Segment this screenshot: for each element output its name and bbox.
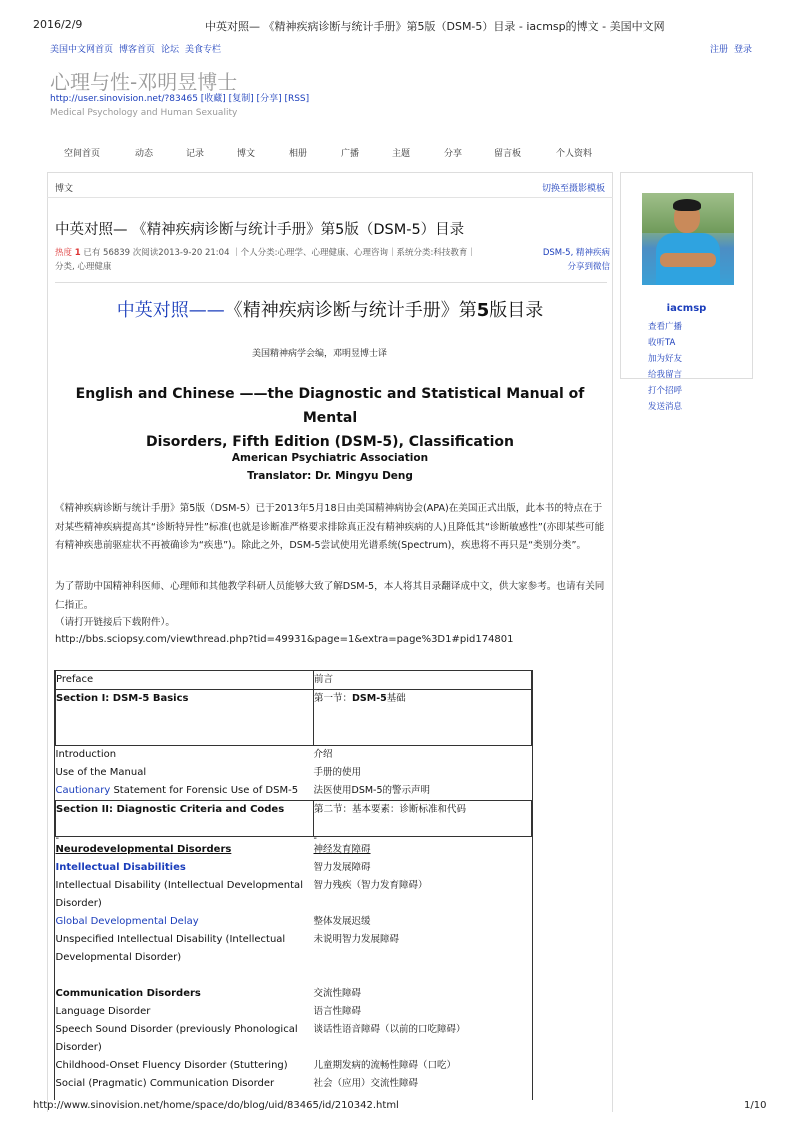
translator-cn: 美国精神病学会编，邓明昱博士译: [252, 349, 388, 359]
heading-part-d: 版目录: [489, 300, 544, 321]
table-row: [56, 931, 532, 967]
toc-en: Neurodevelopmental Disorders: [55, 844, 232, 855]
toc-cn: 第二节：基本要素：诊断标准和代码: [314, 801, 532, 837]
table-row: [56, 1021, 532, 1057]
nav-guestbook[interactable]: 留言板: [494, 149, 522, 159]
print-title: 中英对照— 《精神疾病诊断与统计手册》第5版（DSM-5）目录 - iacmsp的博文 - 美国中文网: [205, 20, 665, 33]
toc-en: Use of the Manual: [55, 767, 147, 778]
toc-en: -: [55, 833, 60, 844]
heading-part-b: 《精神疾病诊断与统计手册》第: [224, 300, 477, 321]
table-row: [56, 859, 532, 877]
toc-cn: 前言: [314, 671, 532, 690]
breadcrumb[interactable]: 博文: [55, 184, 74, 194]
toc-cn: [314, 967, 532, 985]
username[interactable]: iacmsp: [666, 303, 707, 314]
chinese-heading: [0, 296, 660, 322]
blog-url-line[interactable]: http://user.sinovision.net/?83465 [收藏] [复制] [分享] [RSS]: [50, 94, 310, 104]
add-friend-link[interactable]: 加为好友: [648, 354, 683, 364]
meta-line-2: 分类, 心理健康: [55, 262, 112, 272]
follow-link[interactable]: 收听TA: [648, 338, 676, 348]
toc-en: Intellectual Disabilities: [55, 862, 186, 873]
top-link-home[interactable]: 美国中文网首页: [50, 45, 114, 55]
author-block: [50, 449, 610, 485]
switch-template-link[interactable]: 切换至摄影模板: [542, 184, 606, 194]
hot-label: 热度: [55, 248, 73, 258]
divider: [47, 197, 613, 198]
page-number: 1/10: [744, 1100, 767, 1111]
toc-en: [56, 967, 314, 985]
table-row: [56, 985, 532, 1003]
nav-activity[interactable]: 动态: [135, 149, 154, 159]
purpose-paragraph: 为了帮助中国精神科医师、心理师和其他教学科研人员能够大致了解DSM-5，本人将其目录翻译成中文，供大家参考。也请有关同仁指正。: [55, 581, 605, 611]
nav-topics[interactable]: 主题: [392, 149, 411, 159]
toc-en-part: Statement for Forensic Use of DSM-5: [110, 785, 299, 796]
nav-records[interactable]: 记录: [186, 149, 205, 159]
view-broadcast-link[interactable]: 查看广播: [648, 322, 683, 332]
toc-table: [55, 670, 532, 1093]
login-link[interactable]: 登录: [733, 45, 752, 55]
table-row: [56, 746, 532, 765]
leave-message-link[interactable]: 给我留言: [648, 370, 683, 380]
nav-album[interactable]: 相册: [289, 149, 308, 159]
toc-cn: -: [313, 833, 317, 844]
top-link-blog-home[interactable]: 博客首页: [119, 45, 156, 55]
print-date: 2016/2/9: [33, 18, 83, 31]
table-row: [56, 801, 532, 837]
nav-broadcast[interactable]: 广播: [341, 149, 360, 159]
meta-line-1: 已有 56839 次阅读2013-9-20 21:04 ｜个人分类:心理学、心理健康、心理咨询｜系统分类:科技教育｜: [83, 248, 476, 258]
toc-cn: 智力发展障碍: [313, 862, 371, 873]
table-row: [56, 690, 532, 746]
toc-cn: 手册的使用: [313, 767, 362, 778]
table-row: [56, 913, 532, 931]
nav-blog[interactable]: 博文: [237, 149, 256, 159]
english-heading-line-1: English and Chinese ——the Diagnostic and Statistical Manual of Mental: [75, 386, 585, 426]
table-row: [56, 1075, 532, 1093]
toc-en: Childhood-Onset Fluency Disorder (Stuttering): [55, 1060, 288, 1071]
top-nav: [50, 42, 752, 55]
toc-en: Preface: [56, 671, 314, 690]
toc-en: Global Developmental Delay: [55, 916, 199, 927]
toc-en: Language Disorder: [55, 1006, 151, 1017]
hot-value: 1: [74, 248, 81, 258]
post-meta: [55, 246, 610, 274]
table-row: [56, 671, 532, 690]
avatar-arms: [660, 253, 716, 267]
toc-cn: [314, 690, 532, 746]
post-title: 中英对照— 《精神疾病诊断与统计手册》第5版（DSM-5）目录: [55, 222, 465, 238]
toc-en: Speech Sound Disorder (previously Phonological Disorder): [55, 1024, 298, 1053]
nav-space-home[interactable]: 空间首页: [64, 149, 101, 159]
download-note: （请打开链接后下载附件）。: [55, 617, 175, 628]
tags-line[interactable]: DSM-5, 精神疾病: [542, 248, 610, 258]
share-wechat-link[interactable]: 分享到微信: [567, 262, 610, 272]
apa-name: American Psychiatric Association: [231, 452, 429, 464]
table-row: [56, 1057, 532, 1075]
toc-en: [56, 782, 314, 801]
avatar[interactable]: [642, 193, 734, 285]
avatar-hair: [673, 199, 701, 211]
toc-en: Communication Disorders: [55, 988, 201, 999]
toc-cn: 社会（应用）交流性障碍: [313, 1078, 419, 1089]
toc-cn: 智力残疾（智力发育障碍）: [313, 880, 428, 891]
divider: [55, 282, 607, 283]
toc-cn: 未说明智力发展障碍: [313, 934, 400, 945]
toc-cn: 交流性障碍: [313, 988, 362, 999]
nav-profile[interactable]: 个人资料: [556, 149, 593, 159]
toc-en: Section I: DSM-5 Basics: [56, 690, 314, 746]
nav-share[interactable]: 分享: [444, 149, 463, 159]
toc-cn-part: DSM-5: [352, 693, 387, 704]
toc-cn-part: 基础: [386, 693, 406, 704]
blog-title[interactable]: 心理与性-邓明昱博士: [50, 70, 238, 94]
intro-paragraph: 《精神疾病诊断与统计手册》第5版（DSM-5）已于2013年5月18日由美国精神病协会(APA)在美国正式出版，此本书的特点在于对某些精神疾病提高其“诊断特异性”标准(也就是诊断准严格要求排除真正没有精神疾病的人)且降低其“诊断敏感性”(亦即某些可能有精神疾患前驱症状不再被确诊为“疾患”)。除此之外，DSM-5尝试使用光谱系统(Spectrum)，疾患将不再只是“类别分类”。: [55, 503, 605, 551]
toc-cn: 儿童期发病的流畅性障碍（口吃）: [313, 1060, 457, 1071]
table-row: [56, 1003, 532, 1021]
table-row: [56, 967, 532, 985]
toc-cn: 法医使用DSM-5的警示声明: [313, 785, 431, 796]
english-heading-line-2: Disorders, Fifth Edition (DSM-5), Classification: [146, 434, 514, 450]
toc-en: Unspecified Intellectual Disability (Intellectual Developmental Disorder): [55, 934, 286, 963]
profile-actions: [648, 319, 748, 415]
table-row: [56, 877, 532, 913]
heading-part-c: 5: [476, 300, 490, 321]
top-link-forum[interactable]: 论坛: [161, 45, 180, 55]
toc-en: Introduction: [55, 749, 117, 760]
toc-cn-part: 第一节：: [314, 693, 353, 704]
toc-cn: 谈话性语音障碍（以前的口吃障碍）: [313, 1024, 466, 1035]
top-link-food[interactable]: 美食专栏: [185, 45, 222, 55]
register-link[interactable]: 注册: [709, 45, 728, 55]
toc-en-part: Cautionary: [55, 785, 111, 796]
print-url: http://www.sinovision.net/home/space/do/blog/uid/83465/id/210342.html: [33, 1100, 399, 1111]
toc-en: Section II: Diagnostic Criteria and Codes: [56, 801, 314, 837]
greet-link[interactable]: 打个招呼: [648, 386, 683, 396]
post-tags: [543, 246, 610, 274]
toc-cn: 介绍: [313, 749, 333, 760]
toc-en: Social (Pragmatic) Communication Disorder: [55, 1078, 275, 1089]
toc-en: Intellectual Disability (Intellectual Developmental Disorder): [55, 880, 303, 909]
heading-part-a: 中英对照——: [116, 300, 225, 321]
table-row: [56, 764, 532, 782]
toc-cn: 语言性障碍: [313, 1006, 362, 1017]
translator-en: Translator: Dr. Mingyu Deng: [247, 470, 413, 482]
download-link[interactable]: http://bbs.sciopsy.com/viewthread.php?tid=49931&page=1&extra=page%3D1#pid174801: [55, 634, 514, 645]
table-row: [56, 841, 532, 859]
table-row: [56, 782, 532, 801]
english-heading: [50, 382, 610, 454]
blog-subtitle: Medical Psychology and Human Sexuality: [50, 108, 238, 118]
toc-cn: 整体发展迟缓: [313, 916, 371, 927]
send-message-link[interactable]: 发送消息: [648, 402, 683, 412]
toc-cn: 神经发育障碍: [313, 844, 371, 855]
